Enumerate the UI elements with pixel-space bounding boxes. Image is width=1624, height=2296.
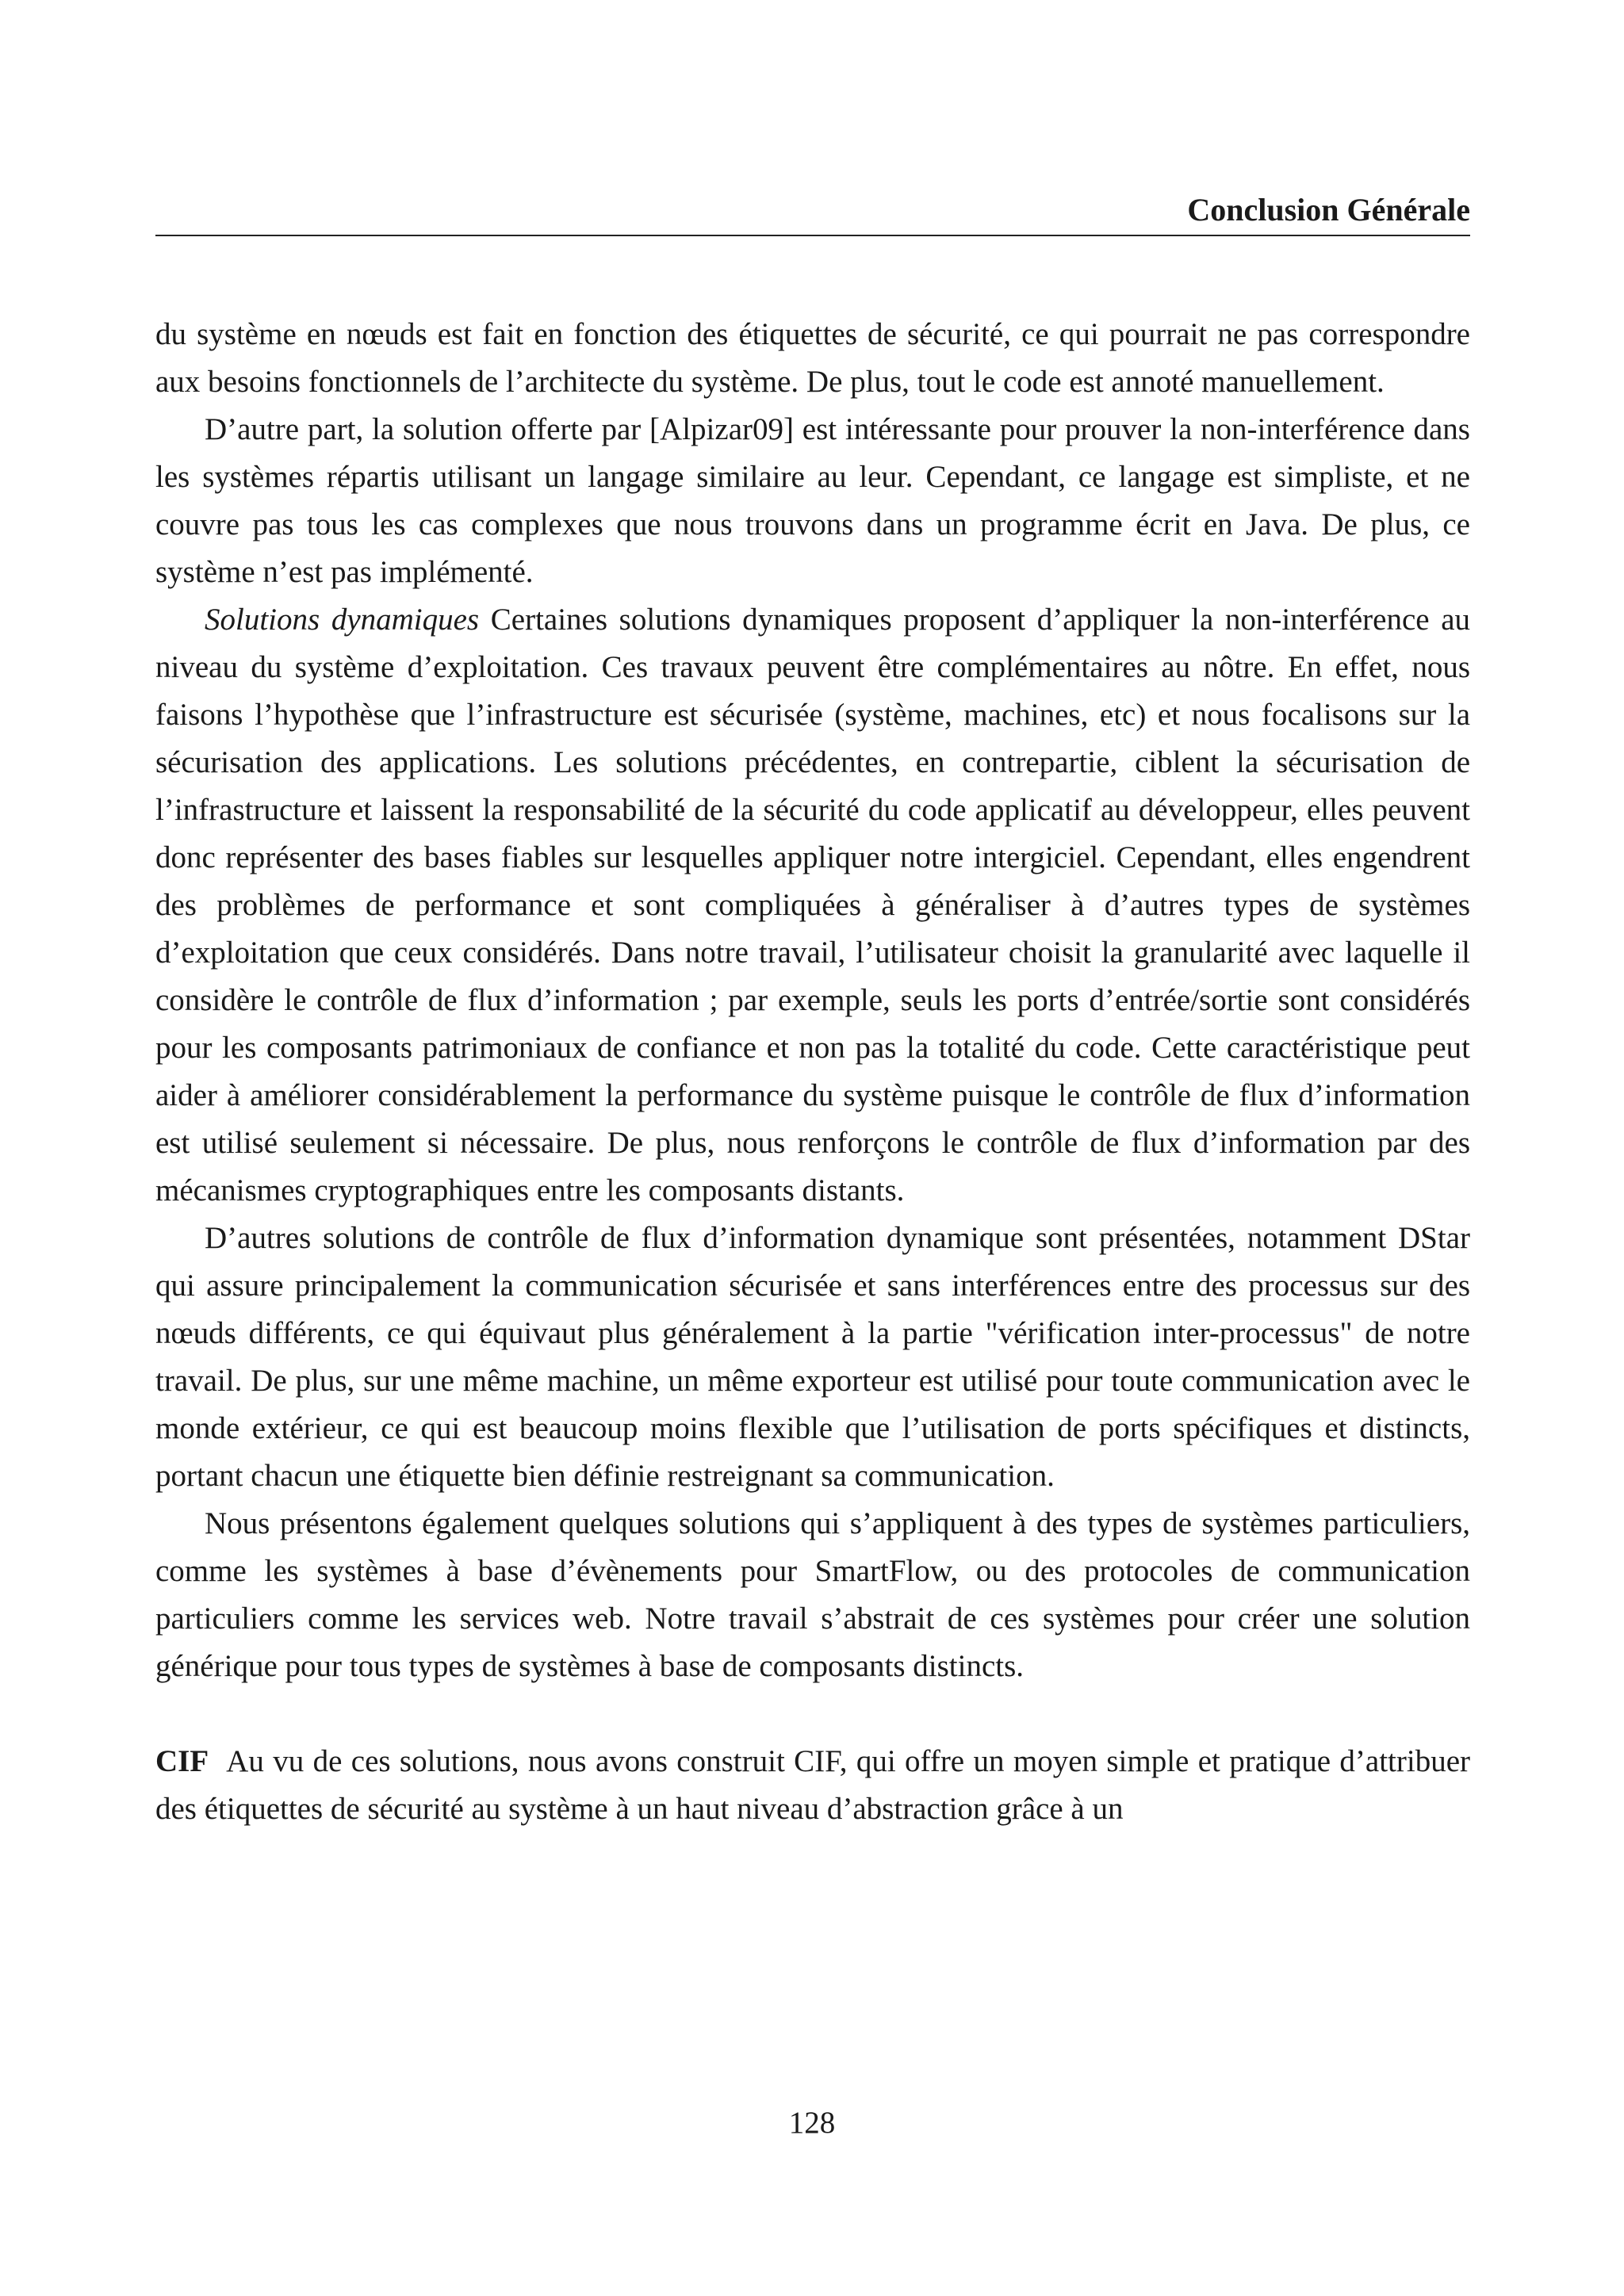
paragraph-cif-body: Au vu de ces solutions, nous avons construit CIF, qui offre un moyen simple et pratique d’attribuer des étiquettes de sécurité au système à un haut niveau d’abstraction grâce à un bbox=[155, 1744, 1470, 1826]
running-header bbox=[155, 190, 1470, 236]
paragraph-particular-systems: Nous présentons également quelques solutions qui s’appliquent à des types de systèmes particuliers, comme les systèmes à base d’évènements pour SmartFlow, ou des protocoles de communication particuliers comme les services web. Notre travail s’abstrait de ces systèmes pour créer une solution générique pour tous types de systèmes à base de composants distincts. bbox=[155, 1506, 1470, 1683]
paragraph-continuation: du système en nœuds est fait en fonction des étiquettes de sécurité, ce qui pourrait ne pas correspondre aux besoins fonctionnels de l’architecte du système. De plus, tout le code est annoté manuellement. bbox=[155, 317, 1470, 399]
paragraph-dynamic-solutions-body: Certaines solutions dynamiques proposent d’appliquer la non-interférence au niveau du système d’exploitation. Ces travaux peuvent être complémentaires au nôtre. En effet, nous faisons l’hypothèse que l’infrastructure est sécurisée (système, machines, etc) et nous focalisons sur la sécurisation des applications. Les solutions précédentes, en contrepartie, ciblent la sécurisation de l’infrastructure et laissent la responsabilité de la sécurité du code applicatif au développeur, elles peuvent donc représenter des bases fiables sur lesquelles appliquer notre intergiciel. Cependant, elles engendrent des problèmes de performance et sont compliquées à généraliser à d’autres types de systèmes d’exploitation que ceux considérés. Dans notre travail, l’utilisateur choisit la granularité avec laquelle il considère le contrôle de flux d’information ; par exemple, seuls les ports d’entrée/sortie sont considérés pour les composants patrimoniaux de confiance et non pas la totalité du code. Cette caractéristique peut aider à améliorer considérablement la performance du système puisque le contrôle de flux d’information est utilisé seulement si nécessaire. De plus, nous renforçons le contrôle de flux d’information par des mécanismes cryptographiques entre les composants distants. bbox=[155, 603, 1471, 1207]
page-number: 128 bbox=[788, 2106, 836, 2140]
paragraph-dstar: D’autres solutions de contrôle de flux d’information dynamique sont présentées, notamment DStar qui assure principalement la communication sécurisée et sans interférences entre des processus sur des nœuds différents, ce qui équivaut plus généralement à la partie "vérification inter-processus" de notre travail. De plus, sur une même machine, un même exporteur est utilisé pour toute communication avec le monde extérieur, ce qui est beaucoup moins flexible que l’utilisation de ports spécifiques et distincts, portant chacun une étiquette bien définie restreignant sa communication. bbox=[155, 1221, 1470, 1493]
run-in-heading-dynamic-solutions: Solutions dynamiques bbox=[205, 603, 480, 637]
paragraph-cif bbox=[155, 1738, 1470, 1833]
paragraph-alpizar: D’autre part, la solution offerte par [Alpizar09] est intéressante pour prouver la non-interférence dans les systèmes répartis utilisant un langage similaire au leur. Cependant, ce langage est simpliste, et ne couvre pas tous les cas complexes que nous trouvons dans un programme écrit en Java. De plus, ce système n’est pas implémenté. bbox=[155, 412, 1470, 589]
run-in-heading-cif: CIF bbox=[155, 1744, 209, 1778]
body-text bbox=[155, 311, 1470, 1833]
running-header-title: Conclusion Générale bbox=[1187, 192, 1470, 228]
paragraph-dynamic-solutions bbox=[155, 596, 1470, 1215]
